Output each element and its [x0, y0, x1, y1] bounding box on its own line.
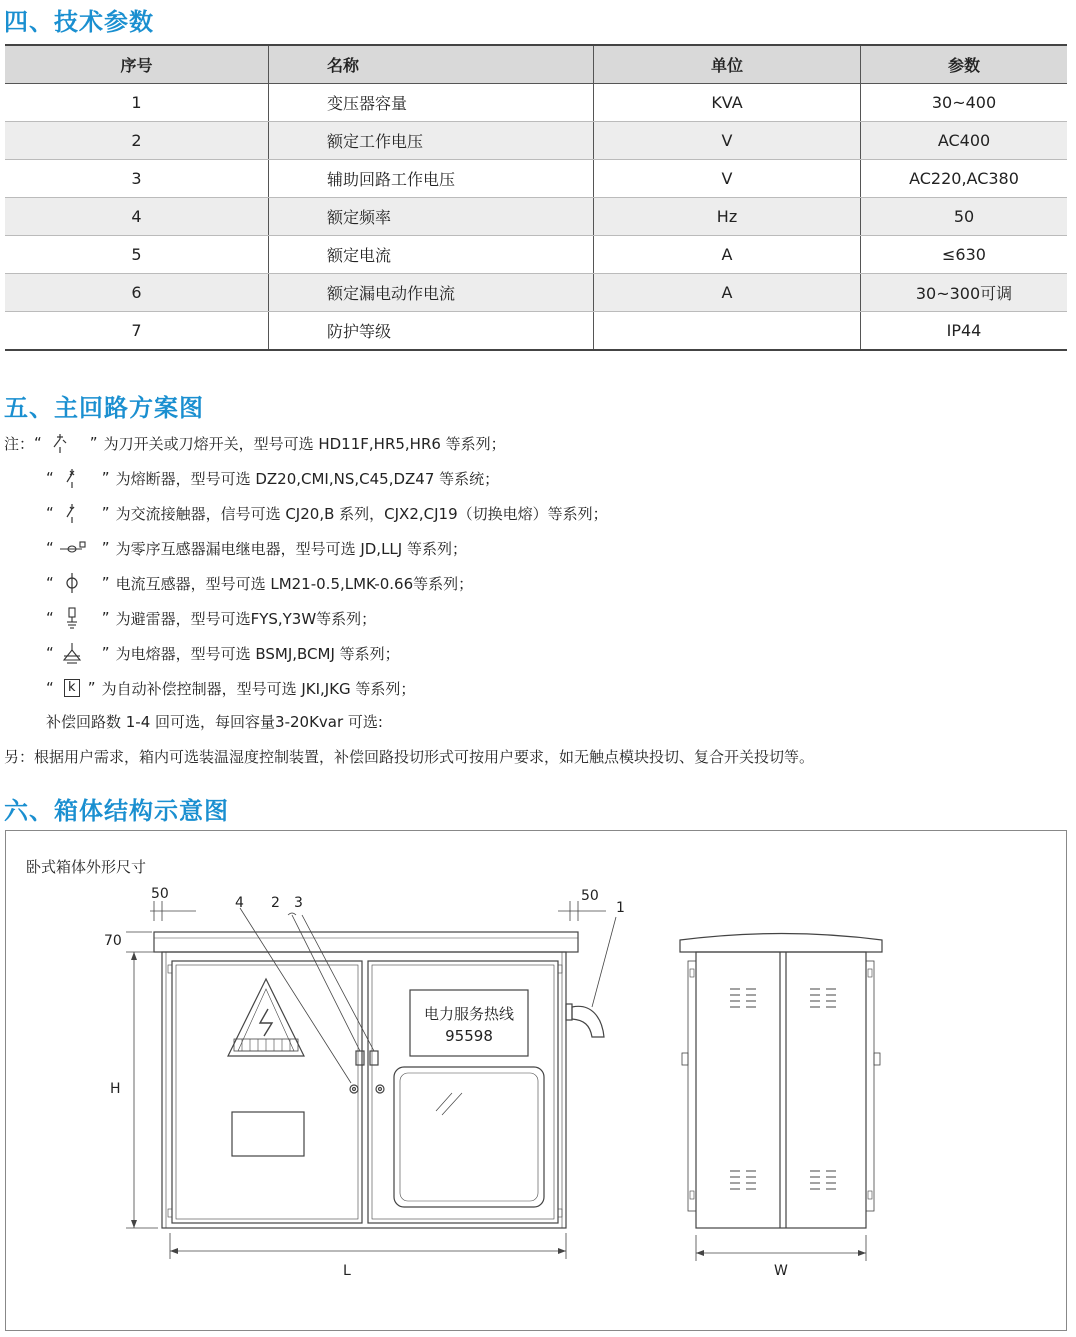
cell-name: 变压器容量	[269, 84, 594, 122]
section-title-main-circuit: 五、主回路方案图	[4, 394, 204, 422]
dimension-width: W	[774, 1263, 788, 1279]
cell-name: 辅助回路工作电压	[269, 160, 594, 198]
table-row	[5, 84, 1067, 122]
table-header-row	[5, 45, 1067, 84]
quote-close: ”	[101, 539, 110, 557]
note-text: 为零序互感器漏电继电器，型号可选 JD,LLJ 等系列；	[115, 539, 467, 558]
cell-unit: V	[594, 160, 861, 198]
callout-3: 3	[294, 895, 303, 911]
cell-param: 30~300可调	[861, 274, 1068, 312]
cell-param: ≤630	[861, 236, 1068, 274]
table-row	[5, 236, 1067, 274]
note-item	[46, 502, 608, 524]
dimension-50-left: 50	[151, 886, 169, 902]
note-item	[46, 642, 400, 664]
note-item	[4, 432, 506, 454]
note-text: 为熔断器，型号可选 DZ20,CMI,NS,C45,DZ47 等系统；	[115, 469, 500, 488]
note-text: 为避雷器，型号可选FYS,Y3W等系列；	[115, 609, 377, 628]
note-item	[46, 467, 499, 489]
note-item	[46, 572, 473, 594]
cell-unit	[594, 312, 861, 351]
other-note: 另：根据用户需求，箱内可选装温湿度控制装置，补偿回路投切形式可按用户要求，如无触点模块投切、复合开关投切等。	[4, 748, 815, 766]
enclosure-drawing	[6, 831, 1066, 1330]
quote-open: “	[46, 609, 54, 627]
cell-param: 30~400	[861, 84, 1068, 122]
table-row	[5, 274, 1067, 312]
quote-close: ”	[89, 434, 98, 452]
cell-param: AC400	[861, 122, 1068, 160]
knife-switch-icon	[44, 432, 88, 454]
callout-1: 1	[616, 900, 625, 916]
compensation-note: 补偿回路数 1-4 回可选，每回容量3-20Kvar 可选:	[46, 713, 383, 731]
quote-open: “	[46, 469, 54, 487]
note-item	[46, 677, 415, 699]
surge-arrester-icon	[56, 607, 100, 629]
cell-unit: A	[594, 274, 861, 312]
tech-params-table	[5, 44, 1067, 351]
dimension-70: 70	[104, 933, 122, 949]
note-prefix: 注：	[4, 434, 35, 453]
cell-unit: V	[594, 122, 861, 160]
section-title-tech-params: 四、技术参数	[4, 8, 154, 36]
sign-text: 电力服务热线	[423, 1005, 514, 1023]
callout-2: 2	[271, 895, 280, 911]
table-row	[5, 312, 1067, 351]
cell-param: AC220,AC380	[861, 160, 1068, 198]
section-title-enclosure: 六、箱体结构示意图	[4, 797, 229, 825]
quote-close: ”	[101, 609, 110, 627]
cell-index: 2	[5, 122, 269, 160]
zero-sequence-transformer-icon	[56, 537, 100, 559]
quote-close: ”	[87, 679, 96, 697]
controller-k-label: k	[64, 679, 80, 697]
header-unit: 单位	[594, 45, 861, 84]
callout-4: 4	[235, 895, 244, 911]
cell-unit: KVA	[594, 84, 861, 122]
quote-close: ”	[101, 644, 110, 662]
circuit-breaker-icon	[56, 467, 100, 489]
cell-index: 4	[5, 198, 269, 236]
cell-index: 7	[5, 312, 269, 351]
diagram-caption: 卧式箱体外形尺寸	[26, 858, 147, 876]
quote-open: “	[46, 644, 54, 662]
dimension-50-right: 50	[581, 888, 599, 904]
cell-index: 1	[5, 84, 269, 122]
cell-name: 防护等级	[269, 312, 594, 351]
cell-unit: A	[594, 236, 861, 274]
header-param: 参数	[861, 45, 1068, 84]
dimension-height: H	[110, 1081, 121, 1097]
cell-index: 6	[5, 274, 269, 312]
header-name: 名称	[269, 45, 594, 84]
contactor-icon	[56, 502, 100, 524]
dimension-length: L	[343, 1263, 351, 1279]
cell-name: 额定频率	[269, 198, 594, 236]
quote-open: “	[46, 574, 54, 592]
cell-name: 额定漏电动作电流	[269, 274, 594, 312]
note-text: 为交流接触器，信号可选 CJ20,B 系列，CJX2,CJ19（切换电熔）等系列；	[115, 504, 608, 523]
table-row	[5, 160, 1067, 198]
quote-open: “	[46, 504, 54, 522]
sign-number: 95598	[445, 1027, 493, 1045]
cell-name: 额定工作电压	[269, 122, 594, 160]
note-text: 为刀开关或刀熔开关，型号可选 HD11F,HR5,HR6 等系列；	[103, 434, 506, 453]
table-row	[5, 122, 1067, 160]
enclosure-diagram	[5, 830, 1067, 1331]
cell-index: 3	[5, 160, 269, 198]
header-index: 序号	[5, 45, 269, 84]
cell-unit: Hz	[594, 198, 861, 236]
quote-close: ”	[101, 504, 110, 522]
note-text: 电流互感器，型号可选 LM21-0.5,LMK-0.66等系列；	[115, 574, 474, 593]
cell-name: 额定电流	[269, 236, 594, 274]
capacitor-icon	[56, 642, 100, 664]
note-text: 为电熔器，型号可选 BSMJ,BCMJ 等系列；	[115, 644, 400, 663]
cell-index: 5	[5, 236, 269, 274]
controller-k-icon	[56, 677, 86, 699]
cell-param: 50	[861, 198, 1068, 236]
quote-open: “	[34, 434, 42, 452]
note-item	[46, 607, 376, 629]
current-transformer-icon	[56, 572, 100, 594]
cell-param: IP44	[861, 312, 1068, 351]
note-item	[46, 537, 467, 559]
quote-open: “	[46, 539, 54, 557]
table-row	[5, 198, 1067, 236]
quote-close: ”	[101, 469, 110, 487]
quote-close: ”	[101, 574, 110, 592]
note-text: 为自动补偿控制器，型号可选 JKI,JKG 等系列；	[101, 679, 416, 698]
quote-open: “	[46, 679, 54, 697]
